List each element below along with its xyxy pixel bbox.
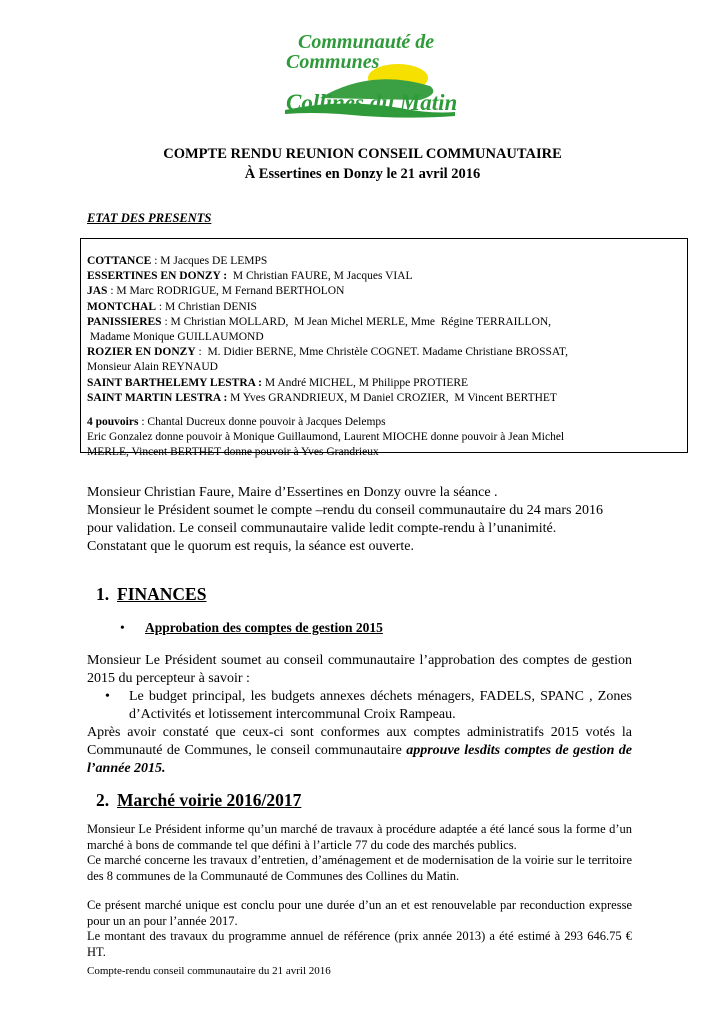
present-row bbox=[87, 300, 681, 315]
intro-line: Constatant que le quorum est requis, la séance est ouverte. bbox=[87, 539, 414, 554]
pouvoirs-line3: MERLE, Vincent BERTHET donne pouvoir à Yves Grandrieux bbox=[87, 446, 379, 459]
finances-p1: Monsieur Le Président soumet au conseil communautaire l’approbation des comptes de gestion 2015 du percepteur à savoir : bbox=[87, 653, 632, 686]
present-names: : M. Didier BERNE, Mme Christèle COGNET. Madame Christiane BROSSAT, bbox=[195, 346, 568, 359]
section-voirie-heading: 2. Marché voirie 2016/2017 bbox=[96, 790, 302, 810]
finances-text bbox=[87, 652, 632, 778]
voirie-paragraph-1: Monsieur Le Président informe qu’un marché de travaux à procédure adaptée a été lancé sous la forme d’un marché à bons de commande tel que défini à l’article 77 du code des marchés publics. Ce marché concerne les travaux d’entretien, d’aménagement et de modernisation de la voirie sur le territoire des 8 communes de la Communauté de Communes des Collines du Matin. bbox=[87, 822, 632, 883]
present-names: : M Marc RODRIGUE, M Fernand BERTHOLON bbox=[107, 285, 345, 298]
presents-list bbox=[87, 254, 681, 406]
pouvoirs-label: 4 pouvoirs bbox=[87, 416, 139, 429]
logo-line2: Communes bbox=[286, 51, 380, 73]
doc-title-line1: COMPTE RENDU REUNION CONSEIL COMMUNAUTAIRE bbox=[163, 146, 562, 162]
approval-emphasis: approuve lesdits comptes de gestion de l’année 2015. bbox=[87, 743, 632, 776]
finances-bullet-item: • Le budget principal, les budgets annexes déchets ménagers, FADELS, SPANC , Zones d’Activités et lotissement intercommunal Croix Rampeau. bbox=[105, 689, 632, 722]
present-row bbox=[87, 360, 681, 375]
present-row bbox=[87, 269, 681, 284]
pouvoirs-line1: 4 pouvoirs : Chantal Ducreux donne pouvoir à Jacques Delemps bbox=[87, 416, 386, 429]
present-row bbox=[87, 254, 681, 269]
present-row bbox=[87, 284, 681, 299]
present-row bbox=[87, 391, 681, 406]
commune-name: ESSERTINES EN DONZY : bbox=[87, 270, 228, 283]
present-names: : M Christian MOLLARD, M Jean Michel MERLE, Mme Régine TERRAILLON, bbox=[161, 315, 552, 328]
bullet: • bbox=[120, 620, 125, 635]
presents-box bbox=[80, 238, 688, 459]
pouvoirs-line2: Eric Gonzalez donne pouvoir à Monique Guillaumond, Laurent MIOCHE donne pouvoir à Jean Michel bbox=[87, 431, 565, 444]
present-row bbox=[87, 330, 681, 345]
intro-paragraph bbox=[87, 484, 632, 556]
intro-line: Monsieur le Président soumet le compte –rendu du conseil communautaire du 24 mars 2016 bbox=[87, 503, 603, 518]
present-row bbox=[87, 376, 681, 391]
logo-graphic bbox=[280, 28, 465, 128]
section-finances-heading: 1. FINANCES bbox=[96, 584, 207, 604]
logo-line3: Collines du Matin bbox=[286, 90, 458, 115]
present-names: Monsieur Alain REYNAUD bbox=[87, 361, 218, 374]
present-names: M Yves GRANDRIEUX, M Daniel CROZIER, M Vincent BERTHET bbox=[227, 391, 557, 404]
commune-name: MONTCHAL bbox=[87, 300, 156, 313]
doc-title-line2: À Essertines en Donzy le 21 avril 2016 bbox=[244, 166, 481, 182]
logo bbox=[280, 28, 465, 128]
intro-line: Monsieur Christian Faure, Maire d’Essertines en Donzy ouvre la séance . bbox=[87, 485, 498, 500]
present-names: : M Jacques DE LEMPS bbox=[151, 255, 268, 267]
intro-line: pour validation. Le conseil communautaire valide ledit compte-rendu à l’unanimité. bbox=[87, 521, 557, 536]
logo-line1: Communauté de bbox=[298, 31, 435, 53]
commune-name: COTTANCE bbox=[87, 255, 152, 267]
commune-name: ROZIER EN DONZY bbox=[87, 346, 196, 359]
present-names: : M Christian DENIS bbox=[156, 300, 257, 313]
etat-des-presents-heading: ETAT DES PRESENTS bbox=[87, 211, 212, 225]
bullet: • bbox=[105, 689, 110, 704]
voirie-paragraph-2: Ce présent marché unique est conclu pour une durée d’un an et est renouvelable par reconduction expresse pour un an pour l’année 2017. Le montant des travaux du programme annuel de référence (prix année 2013) a été estimé à 293 646.75 € HT. bbox=[87, 898, 632, 959]
present-names: Madame Monique GUILLAUMOND bbox=[87, 331, 264, 344]
subsection-comptes-gestion: • Approbation des comptes de gestion 2015 bbox=[120, 620, 383, 635]
present-names: M Christian FAURE, M Jacques VIAL bbox=[227, 270, 413, 283]
commune-name: PANISSIERES bbox=[87, 315, 162, 328]
commune-name: SAINT MARTIN LESTRA : bbox=[87, 391, 228, 404]
commune-name: SAINT BARTHELEMY LESTRA : bbox=[87, 376, 263, 389]
finances-p2: Après avoir constaté que ceux-ci sont conformes aux comptes administratifs 2015 votés la Communauté de Communes, le conseil communautaire approuve lesdits comptes de gestion de l’année 2015. bbox=[87, 725, 632, 776]
present-names: M André MICHEL, M Philippe PROTIERE bbox=[262, 376, 469, 389]
page-footer: Compte-rendu conseil communautaire du 21 avril 2016 bbox=[87, 965, 331, 977]
present-row bbox=[87, 345, 681, 360]
present-row bbox=[87, 315, 681, 330]
commune-name: JAS bbox=[87, 285, 108, 298]
